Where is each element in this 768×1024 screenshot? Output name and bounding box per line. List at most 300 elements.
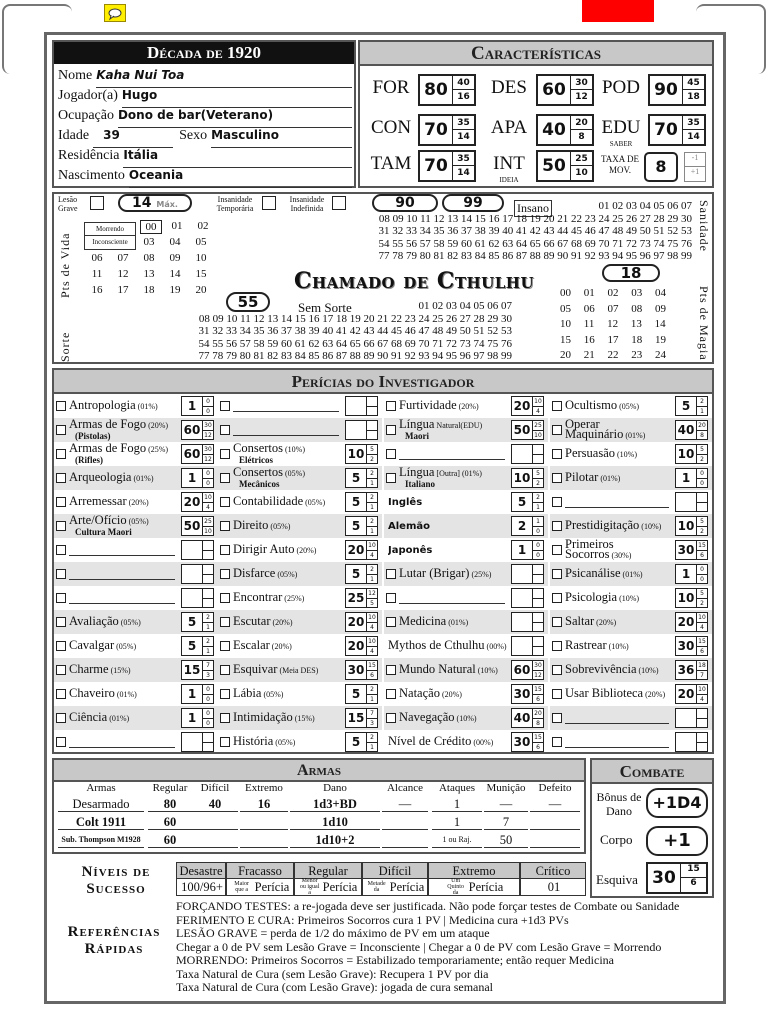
stat-half: 30	[571, 76, 592, 90]
skill-name: Armas de Fogo	[69, 443, 147, 455]
skill-value: 60	[513, 663, 531, 677]
weapon-stat[interactable]: 60	[148, 832, 192, 848]
weapon-stat[interactable]: 1d3+BD	[290, 796, 380, 812]
skill-row[interactable]	[218, 730, 382, 754]
skill-row[interactable]	[54, 730, 218, 754]
weapon-stat[interactable]: 1	[432, 814, 482, 830]
skill-value-box[interactable]	[181, 444, 214, 464]
hp-cell[interactable]: 08	[143, 252, 155, 264]
skill-row[interactable]	[550, 586, 712, 610]
skill-checkbox[interactable]	[56, 713, 66, 723]
weapon-stat[interactable]	[240, 832, 288, 848]
skill-value: 20	[513, 399, 531, 413]
sanity-label: Sanidade	[697, 200, 711, 252]
skill-value-box[interactable]	[511, 564, 544, 584]
weapon-stat[interactable]	[530, 814, 580, 830]
hp-cell[interactable]: 00	[140, 220, 162, 234]
skill-value-box[interactable]	[345, 660, 378, 680]
skill-row[interactable]	[384, 490, 548, 514]
reference-line: Chegar a 0 de PV sem Lesão Grave = Inconsciente | Chegar a 0 de PV com Lesão Grave = Morrendo	[176, 939, 662, 954]
skill-value-box[interactable]	[511, 636, 544, 656]
skill-blank-line[interactable]	[565, 712, 669, 724]
skill-row[interactable]	[54, 586, 218, 610]
skill-value-box[interactable]	[345, 564, 378, 584]
skill-checkbox[interactable]	[220, 473, 230, 483]
skill-value-box[interactable]	[345, 684, 378, 704]
skill-checkbox[interactable]	[552, 473, 562, 483]
skill-value-box[interactable]	[675, 588, 708, 608]
hp-cell[interactable]: 09	[169, 252, 181, 264]
weapon-stat[interactable]	[382, 814, 428, 830]
skill-checkbox[interactable]	[56, 689, 66, 699]
skill-checkbox[interactable]	[552, 737, 562, 747]
age-field[interactable]: 39	[93, 128, 173, 148]
hp-cell[interactable]: 10	[195, 252, 207, 264]
skill-value-box[interactable]	[345, 420, 378, 440]
skill-value-box[interactable]	[511, 660, 544, 680]
skill-blank-line[interactable]	[233, 400, 339, 412]
skill-value-box[interactable]	[345, 636, 378, 656]
skill-value-box[interactable]	[511, 396, 544, 416]
hp-cell[interactable]: 02	[197, 220, 209, 232]
skill-row[interactable]	[550, 682, 712, 706]
skill-checkbox[interactable]	[386, 569, 396, 579]
skill-value: 5	[681, 399, 691, 413]
skill-checkbox[interactable]	[552, 401, 562, 411]
skill-blank-line[interactable]	[69, 736, 175, 748]
skill-half	[367, 397, 377, 407]
skill-checkbox[interactable]	[56, 473, 66, 483]
skill-fifth: 4	[700, 696, 704, 703]
skill-blank-line[interactable]	[399, 592, 505, 604]
skill-row[interactable]	[54, 682, 218, 706]
occupation-field[interactable]: Dono de bar(Veterano)	[118, 108, 352, 128]
hp-cell[interactable]: 04	[169, 236, 181, 248]
skill-blank-line[interactable]	[69, 568, 175, 580]
skill-checkbox[interactable]	[56, 617, 66, 627]
name-field[interactable]: Kaha Nui Toa	[96, 68, 352, 88]
skill-value-box[interactable]	[675, 708, 708, 728]
skill-row[interactable]	[384, 466, 548, 490]
skill-checkbox[interactable]	[220, 641, 230, 651]
weapon-stat[interactable]: 60	[148, 814, 192, 830]
skill-value-box[interactable]	[345, 516, 378, 536]
skill-value-box[interactable]	[345, 468, 378, 488]
residence-field[interactable]: Itália	[123, 148, 352, 168]
weapon-stat[interactable]	[192, 832, 238, 848]
skill-row[interactable]	[54, 706, 218, 730]
skill-value-box[interactable]	[675, 636, 708, 656]
skill-row[interactable]	[218, 538, 382, 562]
skill-row[interactable]	[550, 442, 712, 466]
hp-cell[interactable]: 16	[91, 284, 103, 296]
skill-row[interactable]	[54, 634, 218, 658]
skill-base: (01%)	[600, 474, 621, 483]
major-wound-checkbox[interactable]	[90, 196, 104, 210]
weapon-stat[interactable]: 1d10	[290, 814, 380, 830]
skill-row[interactable]	[384, 682, 548, 706]
skill-checkbox[interactable]	[386, 401, 396, 411]
skill-half	[533, 445, 543, 455]
skill-row[interactable]	[384, 730, 548, 754]
skill-value-box[interactable]	[511, 612, 544, 632]
skill-checkbox[interactable]	[220, 521, 230, 531]
skill-value-box[interactable]	[675, 420, 708, 440]
stat-fifth: 14	[457, 132, 470, 142]
stat-sub-int: IDEIA	[499, 176, 519, 184]
skill-checkbox[interactable]	[56, 425, 66, 435]
skill-blank-line[interactable]	[69, 592, 175, 604]
skill-value-box[interactable]	[181, 660, 214, 680]
skill-value-box[interactable]	[345, 396, 378, 416]
skill-value-box[interactable]	[345, 732, 378, 752]
skill-row[interactable]	[550, 610, 712, 634]
weapon-stat[interactable]: —	[382, 796, 428, 812]
skill-value-box[interactable]	[675, 612, 708, 632]
stat-box-edu[interactable]	[648, 114, 706, 146]
skill-value-box[interactable]	[675, 396, 708, 416]
weapon-stat[interactable]: 1d10+2	[290, 832, 380, 848]
skill-row[interactable]	[218, 442, 382, 466]
skill-row[interactable]	[218, 682, 382, 706]
hp-cell[interactable]: 19	[169, 284, 181, 296]
skill-row[interactable]	[54, 610, 218, 634]
skill-name: Rastrear	[565, 640, 607, 652]
stat-label-apa: APA	[490, 117, 528, 138]
skill-value-box[interactable]	[181, 516, 214, 536]
weapon-stat[interactable]: 7	[484, 814, 528, 830]
stat-box-con[interactable]	[418, 114, 476, 146]
skill-row[interactable]	[550, 418, 712, 442]
skill-value-box[interactable]	[511, 708, 544, 728]
skill-row[interactable]	[550, 490, 712, 514]
weapon-stat[interactable]	[530, 832, 580, 848]
skill-half	[203, 565, 213, 575]
major-wound-label: Lesão Grave	[58, 195, 78, 213]
skill-specialty: Elétricos	[239, 455, 273, 465]
skill-checkbox[interactable]	[386, 425, 396, 435]
weapon-stat[interactable]	[240, 814, 288, 830]
skill-value-box[interactable]	[181, 636, 214, 656]
skill-row[interactable]	[384, 610, 548, 634]
skill-name: Armas de Fogo	[69, 419, 147, 431]
skill-checkbox[interactable]	[552, 449, 562, 459]
stat-label-con: CON	[370, 117, 412, 138]
skill-checkbox[interactable]	[56, 641, 66, 651]
skill-row[interactable]	[384, 538, 548, 562]
skill-row[interactable]	[54, 658, 218, 682]
skill-row[interactable]	[384, 514, 548, 538]
dodge-box[interactable]	[646, 862, 708, 894]
skill-value-box[interactable]	[511, 444, 544, 464]
skill-value-box[interactable]	[181, 708, 214, 728]
sex-field[interactable]: Masculino	[211, 128, 352, 148]
skill-value-box[interactable]	[511, 492, 544, 512]
skill-checkbox[interactable]	[386, 713, 396, 723]
insane-label: Insano	[514, 200, 552, 217]
movement-mod-bottom: +1	[690, 167, 700, 176]
weapon-stat[interactable]: —	[530, 796, 580, 812]
skill-row[interactable]	[550, 730, 712, 754]
skill-value-box[interactable]	[181, 468, 214, 488]
skill-checkbox[interactable]	[386, 665, 396, 675]
skill-checkbox[interactable]	[220, 449, 230, 459]
hp-cell[interactable]: 17	[117, 284, 129, 296]
skill-blank-line[interactable]	[399, 448, 505, 460]
skill-value-box[interactable]	[345, 708, 378, 728]
sanity-value[interactable]: 90	[372, 194, 438, 212]
skill-checkbox[interactable]	[552, 569, 562, 579]
skill-checkbox[interactable]	[220, 401, 230, 411]
stat-box-for[interactable]	[418, 74, 476, 106]
skill-name: Consertos	[233, 443, 283, 455]
skill-name: Escutar	[233, 616, 271, 628]
skill-checkbox[interactable]	[56, 665, 66, 675]
skill-value-box[interactable]	[675, 684, 708, 704]
skill-value-box[interactable]	[511, 420, 544, 440]
skill-checkbox[interactable]	[56, 569, 66, 579]
skill-row[interactable]	[218, 658, 382, 682]
skill-row[interactable]	[384, 634, 548, 658]
hp-cell[interactable]: 03	[143, 236, 155, 248]
hp-cell[interactable]: 14	[169, 268, 181, 280]
skill-blank-line[interactable]	[69, 544, 175, 556]
skill-blank-line[interactable]	[233, 424, 339, 436]
skill-fifth: 0	[206, 480, 210, 487]
skill-checkbox[interactable]	[552, 497, 562, 507]
skill-row[interactable]	[550, 394, 712, 418]
skill-row[interactable]	[218, 562, 382, 586]
skill-row[interactable]	[550, 562, 712, 586]
skill-row[interactable]	[550, 706, 712, 730]
skill-value-box[interactable]	[181, 492, 214, 512]
skill-checkbox[interactable]	[220, 425, 230, 435]
skill-value-box[interactable]	[345, 540, 378, 560]
skill-row[interactable]	[384, 562, 548, 586]
skill-row[interactable]	[218, 706, 382, 730]
weapon-stat[interactable]: 16	[240, 796, 288, 812]
hp-cell[interactable]: 06	[91, 252, 103, 264]
skill-row[interactable]	[218, 418, 382, 442]
skill-checkbox[interactable]	[386, 689, 396, 699]
weapon-header: Regular	[152, 782, 188, 794]
skill-checkbox[interactable]	[552, 641, 562, 651]
skill-value: 5	[351, 567, 361, 581]
skill-row[interactable]	[54, 466, 218, 490]
stat-box-tam[interactable]	[418, 150, 476, 182]
skill-checkbox[interactable]	[56, 449, 66, 459]
skill-checkbox[interactable]	[552, 713, 562, 723]
weapon-stat[interactable]	[192, 814, 238, 830]
skill-value-box[interactable]	[345, 612, 378, 632]
skill-half: 15	[368, 662, 376, 669]
skill-row[interactable]	[54, 418, 218, 442]
skill-row[interactable]	[550, 538, 712, 562]
skill-value-box[interactable]	[675, 468, 708, 488]
skill-value-box[interactable]	[675, 540, 708, 560]
skill-row[interactable]	[54, 442, 218, 466]
skill-checkbox[interactable]	[220, 737, 230, 747]
hp-cell[interactable]: 05	[195, 236, 207, 248]
stat-box-des[interactable]	[536, 74, 594, 106]
skill-value-box[interactable]	[511, 516, 544, 536]
skill-checkbox[interactable]	[220, 593, 230, 603]
stat-label-pod: POD	[601, 77, 640, 98]
skill-checkbox[interactable]	[56, 737, 66, 747]
magic-value[interactable]: 18	[602, 264, 660, 282]
skill-value-box[interactable]	[675, 516, 708, 536]
skill-name: Mythos de Cthulhu	[388, 640, 485, 652]
skill-row[interactable]	[384, 586, 548, 610]
stat-box-apa[interactable]	[536, 114, 594, 146]
skill-row[interactable]	[550, 634, 712, 658]
skill-value-box[interactable]	[511, 540, 544, 560]
hp-value[interactable]	[118, 194, 192, 212]
skill-value-box[interactable]	[181, 732, 214, 752]
build-value[interactable]: +1	[646, 826, 708, 856]
weapon-stat[interactable]: 1	[432, 796, 482, 812]
skill-checkbox[interactable]	[552, 665, 562, 675]
skill-row[interactable]	[218, 466, 382, 490]
skill-checkbox[interactable]	[220, 569, 230, 579]
skill-value-box[interactable]	[511, 588, 544, 608]
skill-value-box[interactable]	[511, 468, 544, 488]
skill-row[interactable]	[384, 418, 548, 442]
skill-value-box[interactable]	[675, 564, 708, 584]
skill-checkbox[interactable]	[552, 689, 562, 699]
skill-value-box[interactable]	[345, 444, 378, 464]
hp-cell[interactable]: 11	[91, 268, 103, 280]
skill-checkbox[interactable]	[552, 617, 562, 627]
skill-blank-line[interactable]	[565, 496, 669, 508]
skill-checkbox[interactable]	[56, 497, 66, 507]
skill-checkbox[interactable]	[220, 713, 230, 723]
skill-row[interactable]	[218, 394, 382, 418]
skill-row[interactable]	[384, 706, 548, 730]
skill-checkbox[interactable]	[56, 545, 66, 555]
stat-fifth: 16	[457, 92, 470, 102]
success-value: Perícia	[254, 879, 290, 894]
skill-checkbox[interactable]	[56, 521, 66, 531]
skill-row[interactable]	[218, 490, 382, 514]
skill-value-box[interactable]	[181, 564, 214, 584]
skill-fifth: 5	[370, 600, 374, 607]
dying-label: Morrendo	[85, 223, 135, 236]
skill-checkbox[interactable]	[386, 617, 396, 627]
skill-value-box[interactable]	[345, 492, 378, 512]
skill-value-box[interactable]	[675, 660, 708, 680]
skill-row[interactable]	[54, 394, 218, 418]
weapon-name[interactable]: Colt 1911	[58, 814, 144, 830]
skill-checkbox[interactable]	[220, 545, 230, 555]
hp-cell[interactable]: 20	[195, 284, 207, 296]
skill-row[interactable]	[550, 658, 712, 682]
hp-cell[interactable]: 15	[195, 268, 207, 280]
skill-value-box[interactable]	[511, 732, 544, 752]
hp-cell[interactable]: 13	[143, 268, 155, 280]
weapon-stat[interactable]: 1 ou Raj.	[432, 832, 482, 848]
birth-field[interactable]: Oceania	[129, 168, 352, 188]
skill-value-box[interactable]	[181, 396, 214, 416]
hp-cell[interactable]: 01	[171, 220, 183, 232]
skill-fifth	[533, 623, 543, 632]
movement-value[interactable]: 8	[644, 152, 678, 182]
skill-checkbox[interactable]	[386, 473, 396, 483]
weapon-stat[interactable]: 50	[484, 832, 528, 848]
skill-row[interactable]	[550, 514, 712, 538]
skill-value-box[interactable]	[181, 588, 214, 608]
skill-checkbox[interactable]	[220, 617, 230, 627]
skill-checkbox[interactable]	[220, 497, 230, 507]
skill-checkbox[interactable]	[552, 521, 562, 531]
skill-row[interactable]	[384, 394, 548, 418]
skill-value-box[interactable]	[181, 684, 214, 704]
skill-row[interactable]	[54, 538, 218, 562]
weapon-name[interactable]: Desarmado	[58, 796, 144, 812]
skill-row[interactable]	[550, 466, 712, 490]
skill-checkbox[interactable]	[552, 425, 562, 435]
skill-value-box[interactable]	[675, 444, 708, 464]
skill-checkbox[interactable]	[552, 545, 562, 555]
damage-bonus-value[interactable]: +1D4	[646, 788, 708, 818]
skill-value-box[interactable]	[511, 684, 544, 704]
skill-name: Língua	[399, 419, 435, 431]
skill-value-box[interactable]	[345, 588, 378, 608]
skill-value-box[interactable]	[675, 732, 708, 752]
skill-blank-line[interactable]	[565, 736, 669, 748]
weapon-stat[interactable]: 40	[192, 796, 238, 812]
player-field[interactable]: Hugo	[122, 88, 352, 108]
skill-checkbox[interactable]	[220, 665, 230, 675]
skill-row[interactable]	[54, 514, 218, 538]
skill-value-box[interactable]	[675, 492, 708, 512]
stat-label-int: INT	[493, 153, 525, 174]
skill-checkbox[interactable]	[386, 593, 396, 603]
success-header: Regular	[295, 863, 361, 879]
skill-row[interactable]	[54, 562, 218, 586]
skill-row[interactable]	[54, 490, 218, 514]
skill-checkbox[interactable]	[386, 449, 396, 459]
skill-base: (10%)	[619, 594, 640, 603]
weapon-name[interactable]: Sub. Thompson M1928	[58, 832, 144, 848]
skill-value-box[interactable]	[181, 612, 214, 632]
skill-checkbox[interactable]	[56, 593, 66, 603]
hp-cell[interactable]: 12	[117, 268, 129, 280]
skill-row[interactable]	[384, 658, 548, 682]
skill-value-box[interactable]	[181, 540, 214, 560]
hp-cell[interactable]: 07	[117, 252, 129, 264]
skill-row[interactable]	[218, 514, 382, 538]
skill-half	[533, 613, 543, 623]
skill-value-box[interactable]	[181, 420, 214, 440]
skill-row[interactable]	[384, 442, 548, 466]
skill-row[interactable]	[218, 634, 382, 658]
comment-note-icon[interactable]	[104, 4, 126, 22]
stat-box-pod[interactable]	[648, 74, 706, 106]
weapon-stat[interactable]: —	[484, 796, 528, 812]
skill-checkbox[interactable]	[552, 593, 562, 603]
skill-checkbox[interactable]	[220, 689, 230, 699]
luck-value[interactable]: 55	[226, 292, 270, 312]
weapon-stat[interactable]: 80	[148, 796, 192, 812]
skill-checkbox[interactable]	[56, 401, 66, 411]
skill-row[interactable]	[218, 586, 382, 610]
weapon-stat[interactable]	[382, 832, 428, 848]
dodge-half: 15	[681, 864, 706, 878]
stat-box-int[interactable]	[536, 150, 594, 182]
skill-row[interactable]	[218, 610, 382, 634]
hp-cell[interactable]: 18	[143, 284, 155, 296]
